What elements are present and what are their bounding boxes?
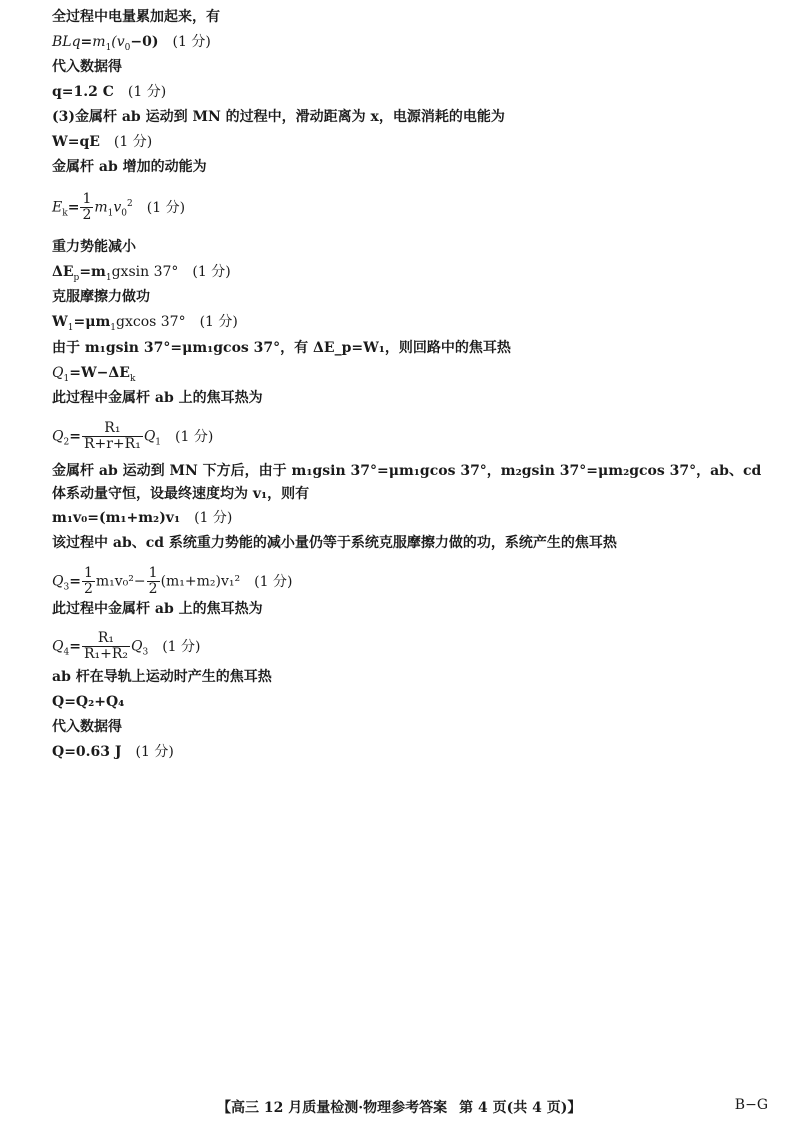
- score-label: (1 分): [194, 510, 233, 526]
- fraction: $\frac{1}{2}$: [148, 565, 158, 597]
- score-label: (1 分): [175, 428, 214, 445]
- page-footer: [0, 1097, 800, 1115]
- text-line: 金属杆 ab 增加的动能为: [52, 159, 207, 175]
- equation-line: m₁v₀=(m₁+m₂)v₁ (1 分): [52, 510, 233, 526]
- fraction: $\frac{\text{R₁}}{\text{R+r+R₁}}$: [83, 420, 141, 452]
- equation-line: $Q_2=$ $\frac{\text{R₁}}{\text{R+r+R₁}}$ $Q_1$ (1 分): [52, 420, 214, 452]
- score-label: (1 分): [113, 134, 153, 150]
- footer-code: B−G: [734, 1097, 768, 1113]
- score-label: (1 分): [254, 573, 293, 590]
- fraction: $\frac{\text{R₁}}{\text{R₁+R₂}}$: [83, 630, 128, 662]
- equation-line: W=qE (1 分): [52, 134, 153, 150]
- fraction: $\frac{1}{2}$: [82, 191, 92, 223]
- text-line: (3)金属杆 ab 运动到 MN 的过程中，滑动距离为 x，电源消耗的电能为: [52, 109, 505, 125]
- score-label: (1 分): [162, 638, 201, 655]
- equation-line: $Q_1=W-\Delta E_k$: [52, 365, 136, 384]
- equation-line: Q=Q₂+Q₄: [52, 694, 125, 710]
- text-line: 该过程中 ab、cd 系统重力势能的减小量仍等于系统克服摩擦力做的功，系统产生的焦耳热: [52, 535, 617, 551]
- score-label: (1 分): [172, 34, 211, 50]
- equation-line: $E_k=$ $\frac{1}{2}$ $m_1v_0^2$ (1 分): [52, 191, 186, 223]
- equation-line: q=1.2 C (1 分): [52, 84, 167, 100]
- text-paragraph: 金属杆 ab 运动到 MN 下方后，由于 m₁gsin 37°=μm₁gcos 37°，m₂gsin 37°=μm₂gcos 37°，ab、cd 体系动量守恒，设最终速度均为 v₁，则有: [52, 463, 762, 502]
- score-label: (1 分): [135, 744, 174, 760]
- footer-title: 【高三 12 月质量检测·物理参考答案 第 4 页(共 4 页)】: [217, 1100, 582, 1116]
- text-line: 由于 m₁gsin 37°=μm₁gcos 37°，有 ΔE_p=W₁，则回路中的焦耳热: [52, 340, 511, 356]
- text-line: 此过程中金属杆 ab 上的焦耳热为: [52, 601, 263, 617]
- score-label: (1 分): [146, 199, 186, 216]
- text-line: 全过程中电量累加起来，有: [52, 9, 220, 25]
- equation-line: $Q_4=$ $\frac{\text{R₁}}{\text{R₁+R₂}}$ $Q_3$ (1 分): [52, 630, 201, 662]
- score-label: (1 分): [192, 264, 231, 280]
- text-line: 克服摩擦力做功: [52, 289, 150, 305]
- text-line: ab 杆在导轨上运动时产生的焦耳热: [52, 669, 272, 685]
- equation-line: $BLq=m_1(v_0-0)$ (1 分): [52, 34, 211, 53]
- score-label: (1 分): [199, 314, 238, 330]
- equation-line: $Q_3=$ $\frac{1}{2}$ m₁v₀²− $\frac{1}{2}$ (m₁+m₂)v₁² (1 分): [52, 565, 293, 597]
- text-line: 重力势能减小: [52, 239, 136, 255]
- text-line: 代入数据得: [52, 719, 122, 735]
- equation-line: $\Delta E_p=m_1gxsin$ 37° (1 分): [52, 264, 231, 283]
- fraction: $\frac{1}{2}$: [83, 565, 93, 597]
- equation-line: $W_1=\mu m_1gxcos$ 37° (1 分): [52, 314, 238, 333]
- footer-page-number: 第 4 页(共 4 页)】: [459, 1100, 582, 1116]
- equation-line: Q=0.63 J (1 分): [52, 744, 174, 760]
- score-label: (1 分): [127, 84, 167, 100]
- text-line: 此过程中金属杆 ab 上的焦耳热为: [52, 390, 263, 406]
- text-line: 代入数据得: [52, 59, 122, 75]
